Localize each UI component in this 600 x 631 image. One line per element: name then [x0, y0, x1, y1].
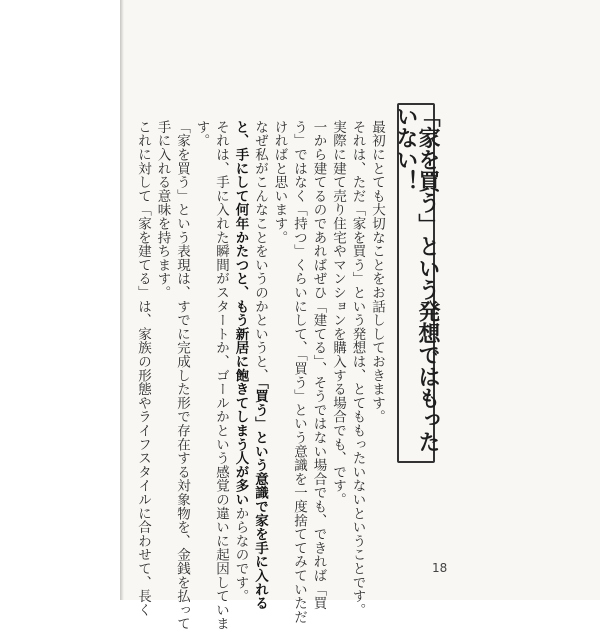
book-spine [120, 0, 124, 600]
text-column [349, 120, 367, 617]
text-segment: 実際に建て売り住宅やマンションを購入する場合でも、です。 [330, 120, 346, 507]
text-column [212, 120, 230, 631]
text-column [271, 120, 289, 540]
emphasized-text: と、手にして何年かたつと、もう新居に飽きてしまう人が多い [232, 120, 249, 507]
text-segment: それは、手に入れた瞬間がスタートか、ゴールかという感覚の違いに起因していま [213, 120, 229, 631]
chapter-heading-box [393, 103, 440, 463]
text-segment: これに対して「家を建てる」は、家族の形態やライフスタイルに合わせて、長く [135, 120, 151, 617]
text-column [134, 120, 152, 617]
text-segment: 「家を買う」という表現は、すでに完成した形で存在する対象物を、金銭を払って [174, 120, 190, 631]
text-column [290, 120, 308, 624]
text-segment: からなのです。 [232, 506, 249, 604]
text-segment: なぜ私がこんなことをいうのかというと、 [252, 120, 268, 383]
text-segment: 手に入れる意味を持ちます。 [154, 120, 171, 300]
text-column [368, 120, 386, 540]
text-column [251, 120, 269, 611]
text-segment: う」ではなく「持つ」くらいにして、「買う」という意識を一度捨ててみていただ [291, 120, 307, 624]
text-column [173, 120, 191, 631]
page-number: 18 [432, 561, 448, 575]
text-segment: それは、ただ「家を買う」という発想は、とてももったいないということです。 [349, 120, 366, 617]
text-segment: 最初にとても大切なことをお話ししておきます。 [369, 120, 385, 424]
text-column [232, 120, 250, 604]
text-column [193, 120, 211, 540]
chapter-heading: 「家を買う」という発想ではもったいない！ [393, 105, 440, 453]
emphasized-text: 「買う」という意識で家を手に入れる [252, 382, 268, 611]
text-segment: ければと思います。 [271, 120, 288, 245]
text-column [329, 120, 347, 540]
text-segment: す。 [193, 120, 210, 148]
text-column [310, 120, 328, 611]
text-segment: 一から建てるのであればぜひ「建てる」、そうではない場合でも、できれば「買 [310, 120, 327, 611]
text-column [154, 120, 172, 540]
